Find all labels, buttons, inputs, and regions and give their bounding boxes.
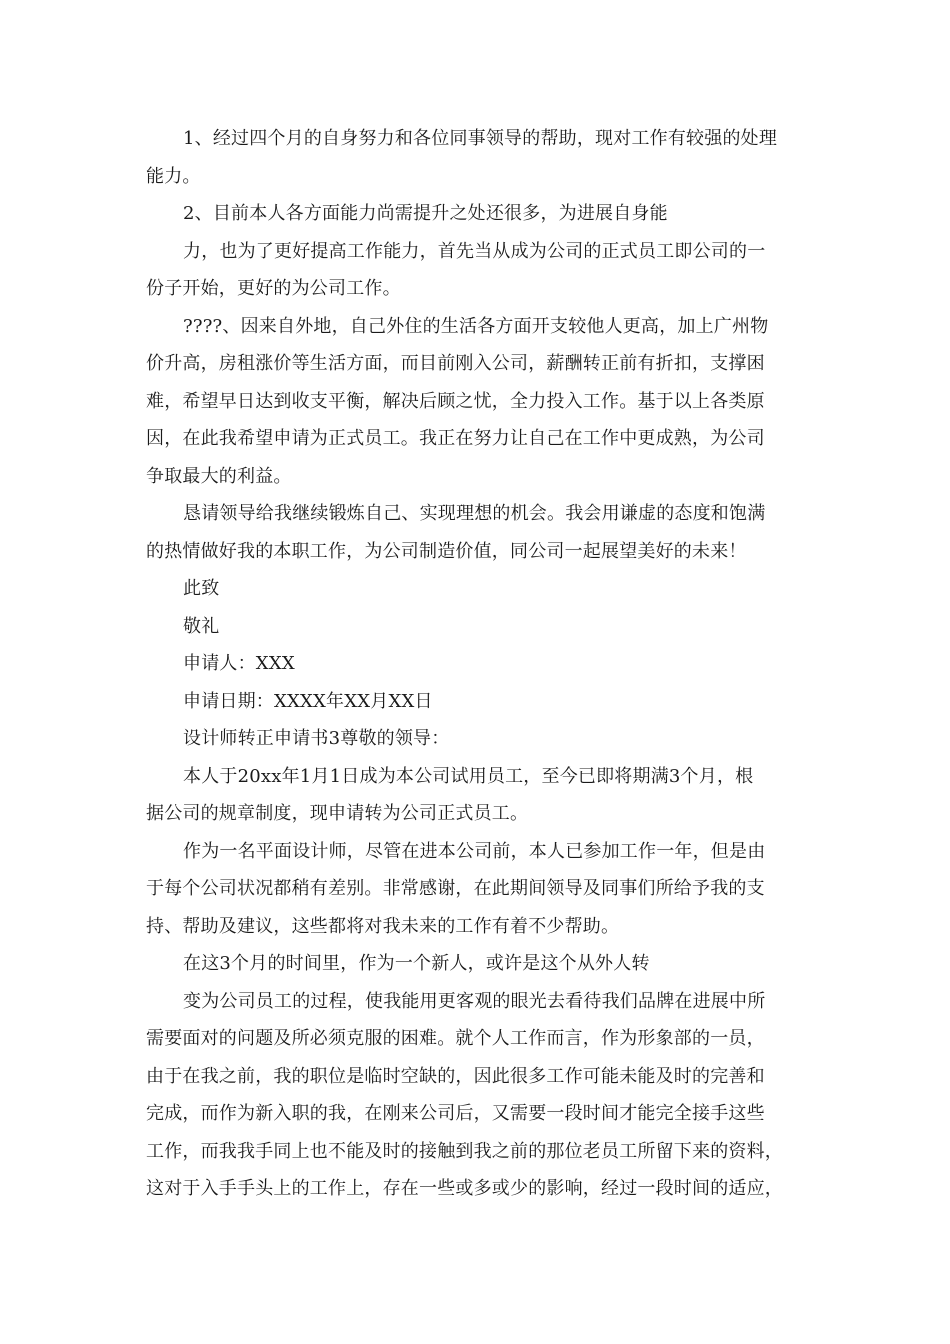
date-line: 申请日期：XXXX年XX月XX日: [183, 690, 433, 712]
closing-line: 敬礼: [183, 615, 220, 637]
paragraph-line: 难，希望早日达到收支平衡，解决后顾之忧，全力投入工作。基于以上各类原: [146, 390, 765, 412]
document-body: [146, 120, 816, 1208]
paragraph-line: 争取最大的利益。: [146, 465, 292, 487]
paragraph-line: 2、目前本人各方面能力尚需提升之处还很多，为进展自身能: [183, 203, 668, 224]
applicant-line: 申请人：XXX: [183, 653, 295, 674]
paragraph-line: 于每个公司状况都稍有差别。非常感谢，在此期间领导及同事们所给予我的支: [146, 878, 765, 899]
paragraph-line: 力，也为了更好提高工作能力，首先当从成为公司的正式员工即公司的一: [183, 240, 766, 262]
paragraph-line: 持、帮助及建议，这些都将对我未来的工作有着不少帮助。: [146, 915, 620, 937]
paragraph-line: 因，在此我希望申请为正式员工。我正在努力让自己在工作中更成熟，为公司: [146, 428, 765, 449]
paragraph-line: 价升高，房租涨价等生活方面，而目前刚入公司，薪酬转正前有折扣，支撑困: [146, 353, 765, 374]
paragraph-line: 在这3个月的时间里，作为一个新人，或许是这个从外人转: [183, 953, 650, 974]
paragraph-line: 工作，而我我手同上也不能及时的接触到我之前的那位老员工所留下来的资料，: [146, 1140, 783, 1162]
paragraph-line: 需要面对的问题及所必须克服的困难。就个人工作而言，作为形象部的一员，: [146, 1028, 765, 1049]
paragraph-line: 这对于入手手头上的工作上，存在一些或多或少的影响，经过一段时间的适应，: [146, 1178, 783, 1199]
paragraph-line: 1、经过四个月的自身努力和各位同事领导的帮助，现对工作有较强的处理: [183, 128, 778, 149]
paragraph-line: 变为公司员工的过程，使我能用更客观的眼光去看待我们品牌在进展中所: [183, 990, 766, 1012]
closing-line: 此致: [183, 578, 220, 599]
paragraph-line: 由于在我之前，我的职位是临时空缺的，因此很多工作可能未能及时的完善和: [146, 1065, 765, 1087]
paragraph-line: 据公司的规章制度，现申请转为公司正式员工。: [146, 803, 529, 824]
section-heading: 设计师转正申请书3尊敬的领导：: [183, 728, 450, 749]
paragraph-line: 能力。: [146, 165, 201, 187]
paragraph-line: 作为一名平面设计师，尽管在进本公司前，本人已参加工作一年，但是由: [183, 840, 766, 862]
paragraph-line: 的热情做好我的本职工作，为公司制造价值，同公司一起展望美好的未来！: [146, 540, 747, 562]
paragraph-line: 恳请领导给我继续锻炼自己、实现理想的机会。我会用谦虚的态度和饱满: [183, 503, 766, 524]
paragraph-line: 份子开始，更好的为公司工作。: [146, 278, 401, 299]
paragraph-line: 完成，而作为新入职的我，在刚来公司后，又需要一段时间才能完全接手这些: [146, 1103, 765, 1124]
paragraph-line: 本人于20xx年1月1日成为本公司试用员工，至今已即将期满3个月，根: [183, 765, 754, 787]
paragraph-line: ????、因来自外地，自己外住的生活各方面开支较他人更高，加上广州物: [183, 315, 769, 337]
